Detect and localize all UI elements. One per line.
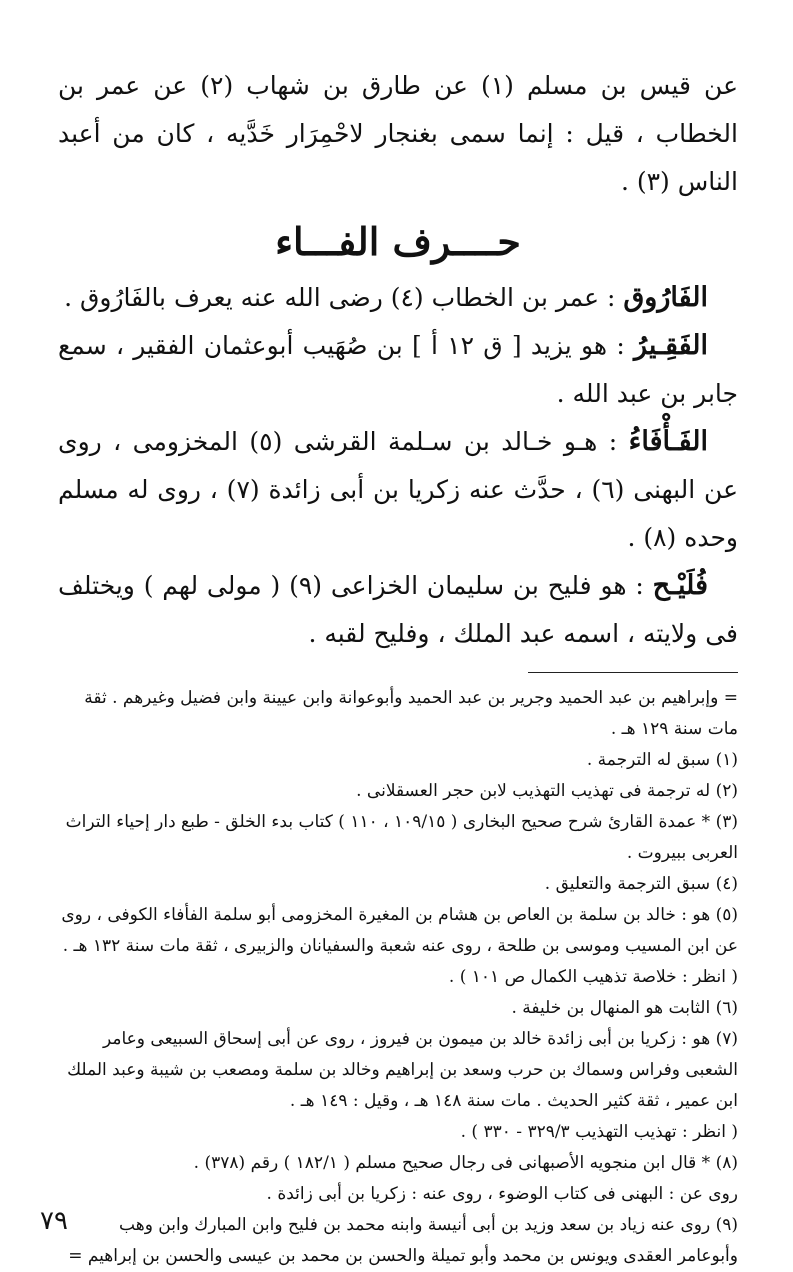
footnote: (٤) سبق الترجمة والتعليق .	[544, 874, 738, 894]
entry-fulayh	[58, 562, 738, 658]
footnote: (١) سبق له الترجمة .	[586, 750, 738, 770]
footnote: (٢) له ترجمة فى تهذيب التهذيب لابن حجر العسقلانى .	[356, 781, 738, 801]
footnote-separator	[58, 672, 738, 673]
entry-fafa	[58, 418, 738, 562]
footnote: روى عن : البهنى فى كتاب الوضوء ، روى عنه : زكريا بن أبى زائدة .	[266, 1184, 738, 1204]
footnote: (٩) روى عنه زياد بن سعد وزيد بن أبى أنيسة وابنه محمد بن فليح وابن المبارك وابن وهب وأبوعامر العقدى ويونس بن محمد وأبو تميلة والحسن بن محمد بن عيسى والحسن بن إبراهيم =	[68, 1215, 738, 1266]
page-body	[58, 62, 738, 1272]
footnote: = وإبراهيم بن عبد الحميد وجرير بن عبد الحميد وأبوعوانة وابن عيينة وابن فضيل وغيرهم . ثقة مات سنة ١٢٩ هـ .	[84, 688, 738, 739]
footnote: (٨) * قال ابن منجويه الأصبهانى فى رجال صحيح مسلم ( ١٨٢/١ ) رقم (٣٧٨) .	[193, 1153, 738, 1173]
intro-paragraph: عن قيس بن مسلم (١) عن طارق بن شهاب (٢) عن عمر بن الخطاب ، قيل : إنما سمى بغنجار لاحْمِرَار خَدَّيه ، كان من أعبد الناس (٣) .	[58, 71, 738, 196]
entry-faqir	[58, 322, 738, 418]
footnote: ( انظر : خلاصة تذهيب الكمال ص ١٠١ ) .	[448, 967, 738, 987]
footnote: (٣) * عمدة القارئ شرح صحيح البخارى ( ١٠٩/١٥ ، ١١٠ ) كتاب بدء الخلق - طبع دار إحياء التراث العربى ببيروت .	[65, 812, 738, 863]
entry-text: : عمر بن الخطاب (٤) رضى الله عنه يعرف بالفَارُوق .	[64, 283, 624, 312]
page-number: ٧٩	[40, 1206, 68, 1236]
entry-text: : هو فليح بن سليمان الخزاعى (٩) ( مولى لهم ) ويختلف فى ولايته ، اسمه عبد الملك ، وفليح لقبه .	[58, 571, 738, 648]
entry-term: الفَارُوق	[623, 282, 708, 313]
entry-term: فُلَيْـح	[652, 570, 708, 601]
footnote: ( انظر : تهذيب التهذيب ٣٢٩/٣ - ٣٣٠ ) .	[460, 1122, 738, 1142]
entry-term: الفَـأْفَاءُ	[628, 426, 709, 457]
section-title: حــــرف الفـــاء	[275, 219, 521, 264]
entry-faruq	[58, 274, 738, 322]
entry-text: : هو يزيد [ ق ١٢ أ ] بن صُهَيب أبوعثمان الفقير ، سمع جابر بن عبد الله .	[58, 331, 738, 408]
footnote: (٧) هو : زكريا بن أبى زائدة خالد بن ميمون بن فيروز ، روى عن أبى إسحاق السبيعى وعامر الشعبى وفراس وسماك بن حرب وسعد بن إبراهيم وخالد بن سلمة ومصعب بن شيبة وعبد الملك ابن عمير ، ثقة كثير الحديث . مات سنة ١٤٨ هـ ، وقيل : ١٤٩ هـ .	[67, 1029, 738, 1111]
entry-text: : هـو خـالد بن سـلمة القرشى (٥) المخزومى ، روى عن البهنى (٦) ، حدَّث عنه زكريا بن أبى زائدة (٧) ، روى له مسلم وحده (٨) .	[58, 427, 738, 552]
main-text	[58, 62, 738, 658]
footnote: (٥) هو : خالد بن سلمة بن العاص بن هشام بن المغيرة المخزومى أبو سلمة الفأفاء الكوفى ، روى عن ابن المسيب وموسى بن طلحة ، روى عنه شعبة والسفيانان والزبيرى ، ثقة مات سنة ١٣٢ هـ .	[61, 905, 738, 956]
footnotes	[58, 683, 738, 1272]
entry-term: الفَقِـيرُ	[634, 330, 708, 361]
footnote: (٦) الثابت هو المنهال بن خليفة .	[511, 998, 738, 1018]
